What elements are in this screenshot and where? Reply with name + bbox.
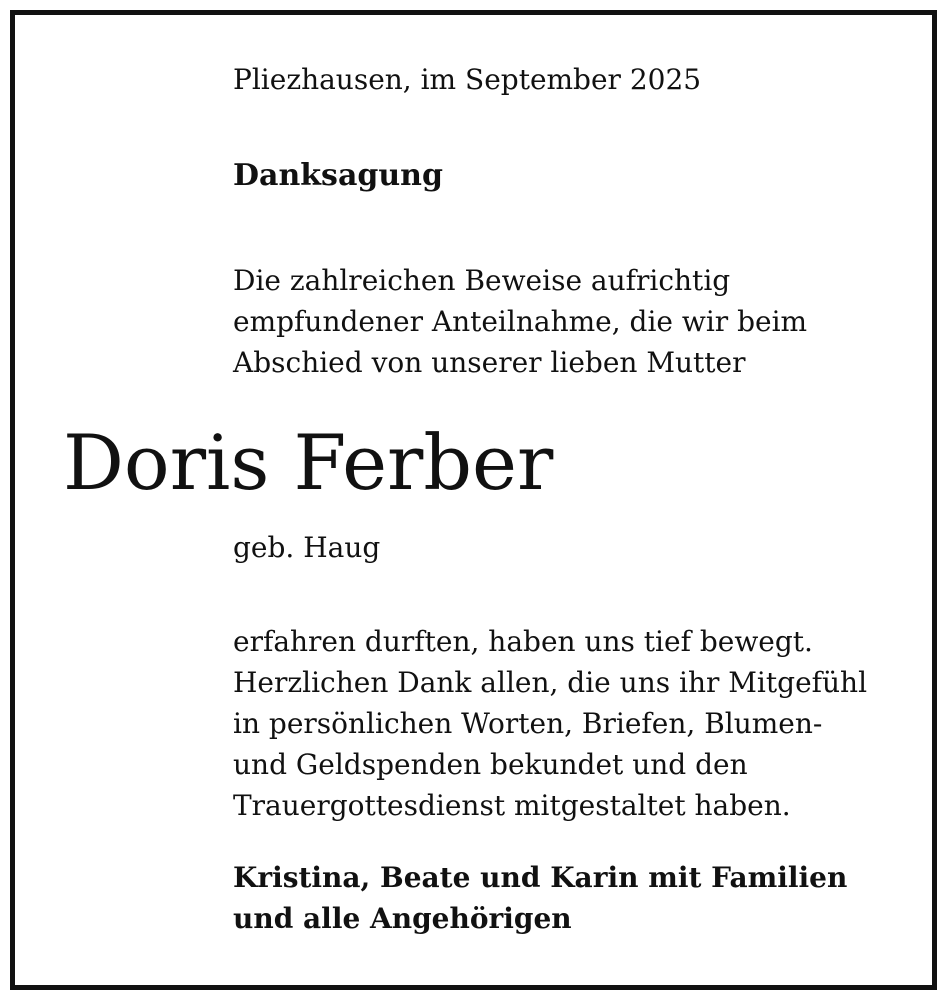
deceased-name: Doris Ferber (63, 418, 554, 507)
body-paragraph (233, 621, 867, 826)
intro-paragraph (233, 260, 807, 383)
body-line: und Geldspenden bekundet und den (233, 748, 748, 781)
body-line: Herzlichen Dank allen, die uns ihr Mitgefühl (233, 666, 868, 699)
body-line: Trauergottesdienst mitgestaltet haben. (233, 789, 791, 822)
signature-line: Kristina, Beate und Karin mit Familien (233, 861, 848, 894)
intro-line: empfundener Anteilnahme, die wir beim (233, 305, 808, 338)
body-line: in persönlichen Worten, Briefen, Blumen- (233, 707, 823, 740)
notice-heading: Danksagung (233, 158, 443, 193)
body-line: erfahren durften, haben uns tief bewegt. (233, 625, 813, 658)
notice-frame (10, 10, 937, 990)
place-date: Pliezhausen, im September 2025 (233, 63, 702, 96)
signature (233, 857, 847, 939)
intro-line: Die zahlreichen Beweise aufrichtig (233, 264, 731, 297)
birth-name: geb. Haug (233, 531, 381, 564)
signature-line: und alle Angehörigen (233, 902, 572, 935)
intro-line: Abschied von unserer lieben Mutter (233, 346, 746, 379)
